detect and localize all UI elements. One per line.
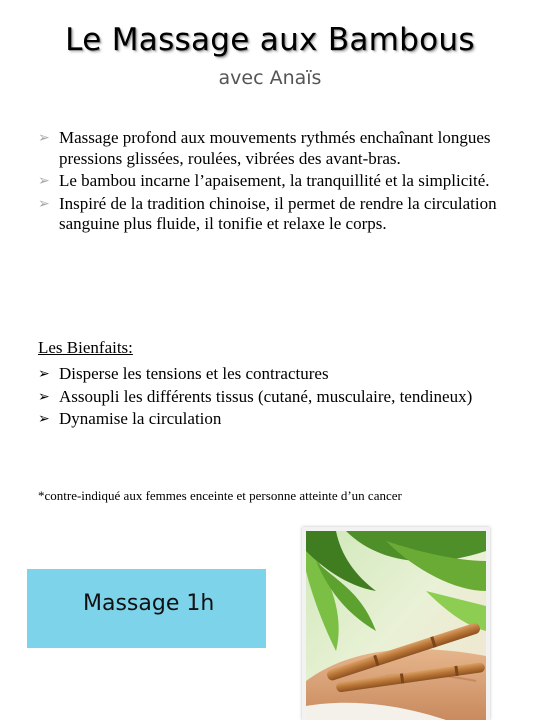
list-item <box>38 171 508 192</box>
list-item <box>38 128 508 169</box>
contraindication-note: *contre-indiqué aux femmes enceinte et personne atteinte d’un cancer <box>38 488 402 503</box>
arrowhead-bullet-icon: ➢ <box>38 195 50 212</box>
arrowhead-bullet-icon: ➢ <box>38 388 50 405</box>
list-item-text: Inspiré de la tradition chinoise, il permet de rendre la circulation sanguine plus fluide, il tonifie et relaxe le corps. <box>59 193 497 233</box>
list-item <box>38 409 508 430</box>
list-item <box>38 387 508 408</box>
arrowhead-bullet-icon: ➢ <box>38 173 50 189</box>
page-subtitle: avec Anaïs <box>218 67 322 89</box>
list-item-text: Dynamise la circulation <box>59 409 222 428</box>
arrowhead-bullet-icon: ➢ <box>38 130 50 146</box>
benefits-list <box>38 364 508 432</box>
arrowhead-bullet-icon: ➢ <box>38 366 50 382</box>
list-item-text: Le bambou incarne l’apaisement, la tranquillité et la simplicité. <box>59 171 490 190</box>
list-item <box>38 194 508 235</box>
intro-list <box>38 128 508 237</box>
page-title: Le Massage aux Bambous <box>65 22 475 58</box>
bamboo-massage-photo <box>302 527 490 720</box>
list-item-text: Massage profond aux mouvements rythmés enchaînant longues pressions glissées, roulées, vibrées des avant-bras. <box>59 128 491 168</box>
photo-content <box>306 531 486 720</box>
benefits-heading: Les Bienfaits: <box>38 338 133 357</box>
price-label: Massage 1h <box>83 591 215 616</box>
price-box <box>27 569 266 648</box>
arrowhead-bullet-icon: ➢ <box>38 411 50 427</box>
list-item-text: Assoupli les différents tissus (cutané, musculaire, tendineux) <box>59 386 473 406</box>
list-item <box>38 364 508 385</box>
photo-illustration <box>306 531 486 720</box>
list-item-text: Disperse les tensions et les contractures <box>59 364 329 383</box>
